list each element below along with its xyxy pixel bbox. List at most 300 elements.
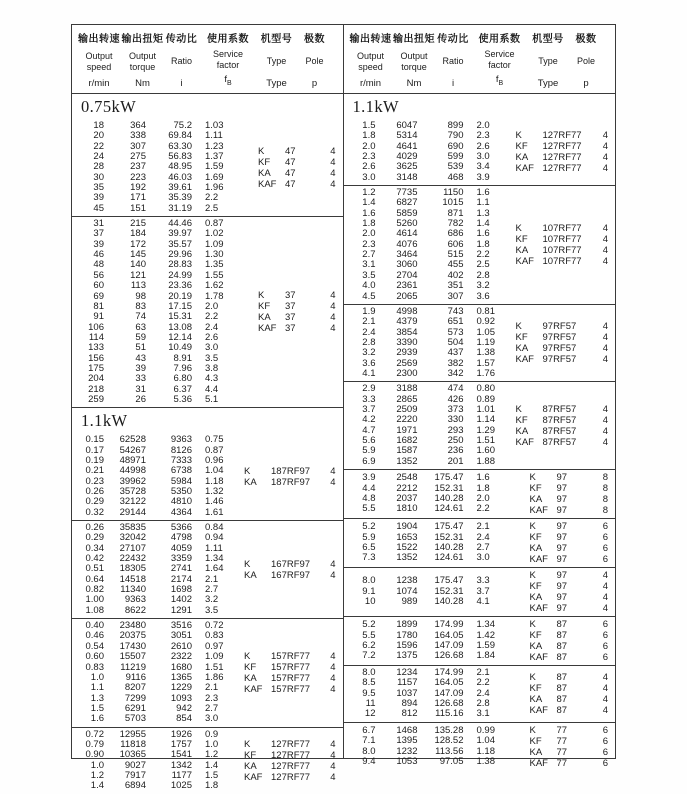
type-row (244, 323, 336, 334)
header-label-en: Output torque (128, 51, 157, 72)
cell: 1.2 (362, 187, 376, 199)
cell: 3390 (396, 336, 418, 348)
cell: 15507 (119, 651, 146, 663)
cell: 3516 (170, 620, 192, 632)
cell: 6.9 (362, 455, 376, 467)
cell: 1.38 (476, 347, 495, 359)
cell: 5.5 (362, 503, 376, 515)
cell: 1.04 (205, 465, 224, 477)
cell: 24.99 (168, 269, 192, 281)
type-row (516, 619, 609, 630)
cell: 4.4 (205, 383, 219, 395)
cell: 3.3 (362, 393, 376, 405)
cell: 4059 (170, 542, 192, 554)
cell: 48971 (119, 454, 146, 466)
type-row (244, 684, 336, 695)
cell: 402 (447, 269, 464, 281)
numeric-rows (344, 384, 516, 467)
cell: 0.9 (205, 728, 219, 740)
header-label-zh: 输出转速 (78, 34, 120, 45)
type-list (516, 725, 616, 769)
cell: 3188 (396, 383, 418, 395)
cell: 30 (93, 171, 104, 183)
cell: 0.26 (85, 522, 104, 534)
cell: 20.19 (168, 290, 192, 302)
cell: 5703 (124, 713, 146, 725)
pole-value: 4 (602, 141, 608, 153)
cell: 1810 (396, 503, 418, 515)
cell: 1291 (170, 604, 192, 616)
cell: 152.31 (434, 585, 464, 597)
cell: 48.95 (168, 161, 192, 173)
type-size: 127RF77 (271, 760, 311, 772)
cell: 140 (130, 259, 146, 271)
cell: 2.2 (476, 249, 490, 261)
cell: 46.03 (168, 171, 192, 183)
header-unit: i (451, 78, 455, 89)
pole-value: 4 (602, 592, 608, 603)
cell: 32042 (119, 532, 146, 544)
cell: 1.4 (205, 759, 219, 771)
cell: 0.84 (205, 522, 224, 534)
pole-value: 4 (330, 569, 336, 581)
cell: 0.94 (205, 532, 224, 544)
cell: 1.8 (362, 218, 376, 230)
pole-value: 6 (602, 724, 608, 736)
pole-value: 4 (602, 570, 608, 581)
cell: 172 (130, 238, 146, 250)
cell: 1.11 (205, 542, 223, 554)
type-name: KA (529, 641, 543, 652)
cell: 9363 (124, 594, 146, 606)
type-name: KAF (244, 771, 263, 783)
cell: 5.2 (362, 521, 376, 533)
cell: 1904 (396, 521, 418, 533)
type-size: 87 (556, 652, 568, 663)
cell: 32122 (119, 496, 146, 508)
type-size: 77 (556, 724, 568, 736)
cell: 17430 (119, 640, 146, 652)
cell: 4076 (396, 238, 418, 250)
cell: 1.62 (205, 280, 224, 292)
cell: 0.97 (205, 640, 224, 652)
cell: 7299 (124, 692, 146, 704)
type-name: KF (244, 661, 257, 673)
cell: 364 (130, 120, 146, 131)
cell: 437 (447, 347, 464, 359)
cell: 152.31 (434, 531, 464, 543)
type-size: 157RF77 (271, 650, 311, 662)
cell: 39 (135, 362, 146, 374)
type-name: KA (258, 167, 271, 179)
cell: 1229 (170, 682, 192, 694)
cell: 1.86 (205, 671, 224, 683)
cell: 3359 (170, 553, 192, 565)
cell: 1.6 (362, 207, 376, 219)
cell: 218 (88, 383, 104, 395)
type-row (516, 592, 609, 603)
header-unit: i (180, 78, 183, 89)
cell: 1.2 (90, 769, 104, 781)
pole-value: 8 (602, 472, 608, 483)
cell: 126.68 (434, 698, 464, 710)
cell: 1.4 (90, 780, 104, 792)
cell: 1.88 (476, 455, 495, 467)
cell: 140.28 (434, 542, 464, 553)
pole-value: 4 (602, 693, 608, 705)
type-row (244, 772, 336, 783)
type-list (516, 521, 616, 565)
cell: 28 (93, 161, 104, 173)
pole-value: 6 (602, 619, 608, 630)
cell: 115.16 (435, 708, 464, 720)
cell: 1698 (170, 584, 192, 596)
cell: 2.4 (362, 326, 376, 338)
cell: 56 (93, 269, 104, 281)
type-size: 97 (556, 603, 568, 614)
spec-block (72, 520, 343, 618)
cell: 4810 (170, 496, 192, 508)
cell: 1.18 (476, 745, 495, 757)
spec-block (344, 665, 616, 722)
type-name: KF (258, 301, 271, 313)
cell: 43 (135, 352, 146, 364)
type-size: 187RF97 (271, 476, 311, 488)
cell: 1.4 (362, 197, 376, 209)
cell: 1468 (396, 725, 418, 737)
type-name: KA (515, 152, 529, 164)
type-name: KF (244, 749, 257, 761)
type-row (516, 163, 609, 174)
type-name: KAF (529, 652, 548, 663)
cell: 31.19 (168, 202, 192, 214)
table-row (344, 553, 516, 563)
type-size: 107RF77 (542, 255, 582, 267)
cell: 0.75 (205, 434, 224, 446)
cell: 35728 (119, 486, 146, 497)
cell: 2.3 (205, 692, 219, 704)
header-column (254, 30, 299, 89)
type-list (516, 404, 616, 448)
cell: 121 (130, 269, 146, 281)
cell: 1.5 (90, 702, 104, 714)
cell: 1.59 (205, 161, 224, 173)
type-row (516, 223, 609, 234)
type-name: K (529, 724, 536, 736)
cell: 133 (88, 342, 104, 354)
type-size: 97 (556, 521, 568, 532)
cell: 12 (364, 708, 376, 720)
spec-block (344, 722, 616, 771)
cell: 0.34 (85, 542, 104, 554)
cell: 6.37 (173, 383, 192, 395)
cell: 2065 (396, 290, 418, 302)
type-size: 97 (556, 472, 568, 483)
cell: 0.46 (85, 630, 104, 642)
cell: 2.3 (476, 130, 490, 142)
pole-value: 4 (330, 760, 336, 772)
pole-value: 4 (330, 301, 336, 313)
cell: 22 (93, 140, 104, 152)
cell: 2.0 (476, 493, 490, 504)
type-size: 37 (285, 312, 296, 324)
cell: 175.47 (434, 575, 464, 587)
cell: 3625 (396, 161, 418, 173)
type-name: K (515, 130, 522, 142)
cell: 0.89 (476, 393, 495, 405)
type-row (516, 354, 609, 365)
cell: 1.0 (90, 671, 104, 683)
type-name: KA (244, 569, 257, 581)
type-name: KAF (529, 505, 548, 516)
type-size: 97 (556, 543, 568, 554)
cell: 3854 (396, 326, 418, 338)
type-row (516, 437, 609, 448)
cell: 1238 (396, 575, 418, 587)
type-row (516, 343, 609, 354)
cell: 2.8 (476, 269, 490, 281)
type-size: 97 (556, 581, 568, 592)
cell: 1971 (396, 424, 418, 436)
cell: 342 (447, 367, 464, 379)
cell: 6.80 (173, 373, 192, 385)
type-name: KA (529, 494, 543, 505)
cell: 0.87 (205, 444, 224, 456)
header-label-zh: 输出扭矩 (121, 34, 164, 45)
cell: 1.6 (476, 187, 490, 199)
cell: 1.08 (85, 604, 104, 616)
cell: 1.04 (476, 735, 495, 747)
type-list (244, 651, 343, 695)
cell: 1365 (170, 671, 192, 683)
cell: 3.9 (362, 472, 376, 484)
cell: 11340 (120, 584, 146, 596)
cell: 504 (447, 336, 464, 348)
type-row (516, 672, 609, 683)
pole-value: 6 (602, 532, 608, 543)
cell: 0.54 (85, 640, 104, 652)
cell: 1596 (396, 640, 418, 651)
table-row (72, 204, 244, 214)
cell: 24 (93, 151, 104, 163)
header-unit: r/min (359, 78, 382, 89)
header-unit: Type (266, 78, 287, 89)
type-list (516, 223, 616, 267)
cell: 5366 (170, 522, 192, 534)
cell: 27107 (119, 542, 146, 554)
pole-value: 4 (602, 682, 608, 694)
cell: 651 (447, 316, 464, 328)
cell: 1.1 (476, 197, 490, 209)
type-name: KAF (529, 704, 548, 716)
pole-value: 4 (330, 465, 336, 477)
pole-value: 6 (602, 521, 608, 532)
type-size: 127RF77 (542, 163, 582, 175)
pole-value: 4 (330, 290, 336, 302)
cell: 9116 (125, 671, 146, 683)
type-list (244, 146, 343, 190)
cell: 2.1 (205, 682, 219, 694)
header-unit: p (583, 78, 589, 89)
panel-left (72, 25, 344, 792)
cell: 2.9 (362, 383, 376, 395)
numeric-rows (344, 726, 516, 767)
cell: 23480 (119, 620, 146, 632)
cell: 4.0 (362, 280, 376, 292)
header-column (299, 30, 330, 89)
type-size: 97 (556, 592, 568, 603)
cell: 151 (130, 202, 146, 214)
cell: 2212 (396, 482, 418, 494)
cell: 1.11 (205, 130, 223, 142)
cell: 1053 (396, 756, 418, 768)
pole-value: 4 (330, 738, 336, 750)
type-name: KAF (515, 354, 534, 366)
cell: 4029 (396, 151, 418, 163)
spec-block (72, 618, 343, 726)
cell: 0.79 (85, 738, 104, 750)
cell: 0.32 (85, 506, 104, 518)
cell: 39 (93, 238, 104, 250)
cell: 2939 (396, 347, 418, 359)
cell: 899 (447, 120, 464, 131)
table-row (344, 281, 516, 291)
pole-value: 4 (602, 332, 608, 344)
type-name: KA (515, 425, 529, 437)
cell: 2.6 (205, 331, 219, 343)
cell: 1.51 (205, 661, 224, 673)
type-row (516, 494, 609, 505)
cell: 8.0 (362, 745, 376, 757)
cell: 175 (88, 362, 104, 374)
cell: 515 (447, 249, 464, 261)
type-list (244, 290, 343, 334)
type-list (516, 619, 616, 663)
table-row (72, 395, 244, 405)
cell: 4.4 (362, 482, 376, 494)
cell: 1.29 (476, 424, 495, 436)
pole-value: 4 (602, 233, 608, 245)
cell: 4.1 (476, 596, 490, 608)
cell: 0.19 (85, 454, 104, 466)
numeric-rows (344, 620, 516, 661)
cell: 1395 (396, 735, 418, 747)
table-row (344, 757, 516, 767)
cell: 1.03 (205, 120, 224, 131)
type-size: 47 (285, 145, 296, 157)
cell: 1074 (396, 585, 418, 597)
cell: 175.47 (434, 472, 464, 484)
cell: 4379 (396, 316, 418, 328)
type-row (244, 157, 336, 168)
type-size: 97 (556, 570, 568, 581)
cell: 9363 (170, 434, 192, 446)
cell: 790 (447, 130, 464, 142)
cell: 3.6 (362, 357, 376, 369)
pole-value: 6 (602, 652, 608, 663)
header-unit: Nm (406, 78, 422, 89)
cell: 1.59 (476, 640, 495, 651)
pole-value: 4 (602, 414, 608, 426)
cell: 74 (135, 311, 146, 323)
cell: 39.97 (168, 228, 192, 240)
cell: 12955 (119, 728, 146, 740)
type-name: KF (515, 233, 528, 245)
cell: 204 (88, 373, 104, 385)
cell: 1.6 (476, 472, 490, 484)
cell: 2569 (396, 357, 418, 369)
cell: 1682 (396, 434, 418, 446)
header-column (74, 30, 124, 89)
cell: 113 (130, 280, 146, 292)
cell: 1093 (170, 692, 192, 704)
cell: 293 (447, 424, 464, 436)
cell: 60 (93, 280, 104, 292)
cell: 54267 (119, 444, 146, 456)
type-size: 87 (556, 682, 568, 694)
cell: 7.2 (362, 650, 376, 662)
cell: 4.3 (205, 373, 219, 385)
type-row (516, 426, 609, 437)
cell: 2.0 (362, 140, 376, 152)
numeric-rows (72, 621, 244, 724)
spec-block (72, 216, 343, 407)
cell: 0.64 (85, 573, 104, 585)
cell: 9027 (124, 759, 146, 771)
cell: 3051 (170, 630, 192, 642)
cell: 23.36 (168, 280, 192, 292)
pole-value: 4 (330, 650, 336, 662)
cell: 5.6 (362, 434, 376, 446)
header-label-zh: 传动比 (437, 34, 469, 45)
cell: 0.23 (85, 475, 104, 487)
cell: 307 (447, 290, 464, 302)
cell: 2704 (396, 269, 418, 281)
cell: 0.72 (205, 620, 224, 632)
type-size: 127RF77 (271, 749, 311, 761)
type-name: KAF (515, 436, 534, 448)
type-row (516, 521, 609, 532)
cell: 8207 (124, 682, 146, 694)
type-name: KF (529, 735, 542, 747)
cell: 0.42 (85, 553, 104, 565)
cell: 1.01 (476, 403, 495, 415)
cell: 854 (176, 713, 192, 725)
pole-value: 8 (602, 494, 608, 505)
cell: 2.0 (205, 300, 219, 312)
cell: 2.7 (476, 542, 490, 553)
cell: 18305 (119, 563, 146, 575)
type-size: 37 (285, 290, 296, 302)
cell: 8126 (170, 444, 192, 456)
cell: 184 (130, 228, 146, 240)
pole-value: 4 (602, 163, 608, 175)
cell: 1232 (396, 745, 418, 757)
cell: 1.76 (476, 367, 495, 379)
spec-block (344, 185, 616, 304)
cell: 1.2 (205, 749, 219, 761)
cell: 7917 (124, 769, 146, 781)
type-row (244, 651, 336, 662)
cell: 1.8 (205, 780, 219, 792)
table-row (344, 709, 516, 719)
cell: 5.5 (362, 629, 376, 641)
cell: 2.1 (205, 573, 219, 585)
type-name: K (529, 570, 536, 581)
cell: 1.37 (205, 151, 224, 163)
cell: 0.21 (85, 465, 104, 477)
cell: 894 (401, 698, 418, 710)
